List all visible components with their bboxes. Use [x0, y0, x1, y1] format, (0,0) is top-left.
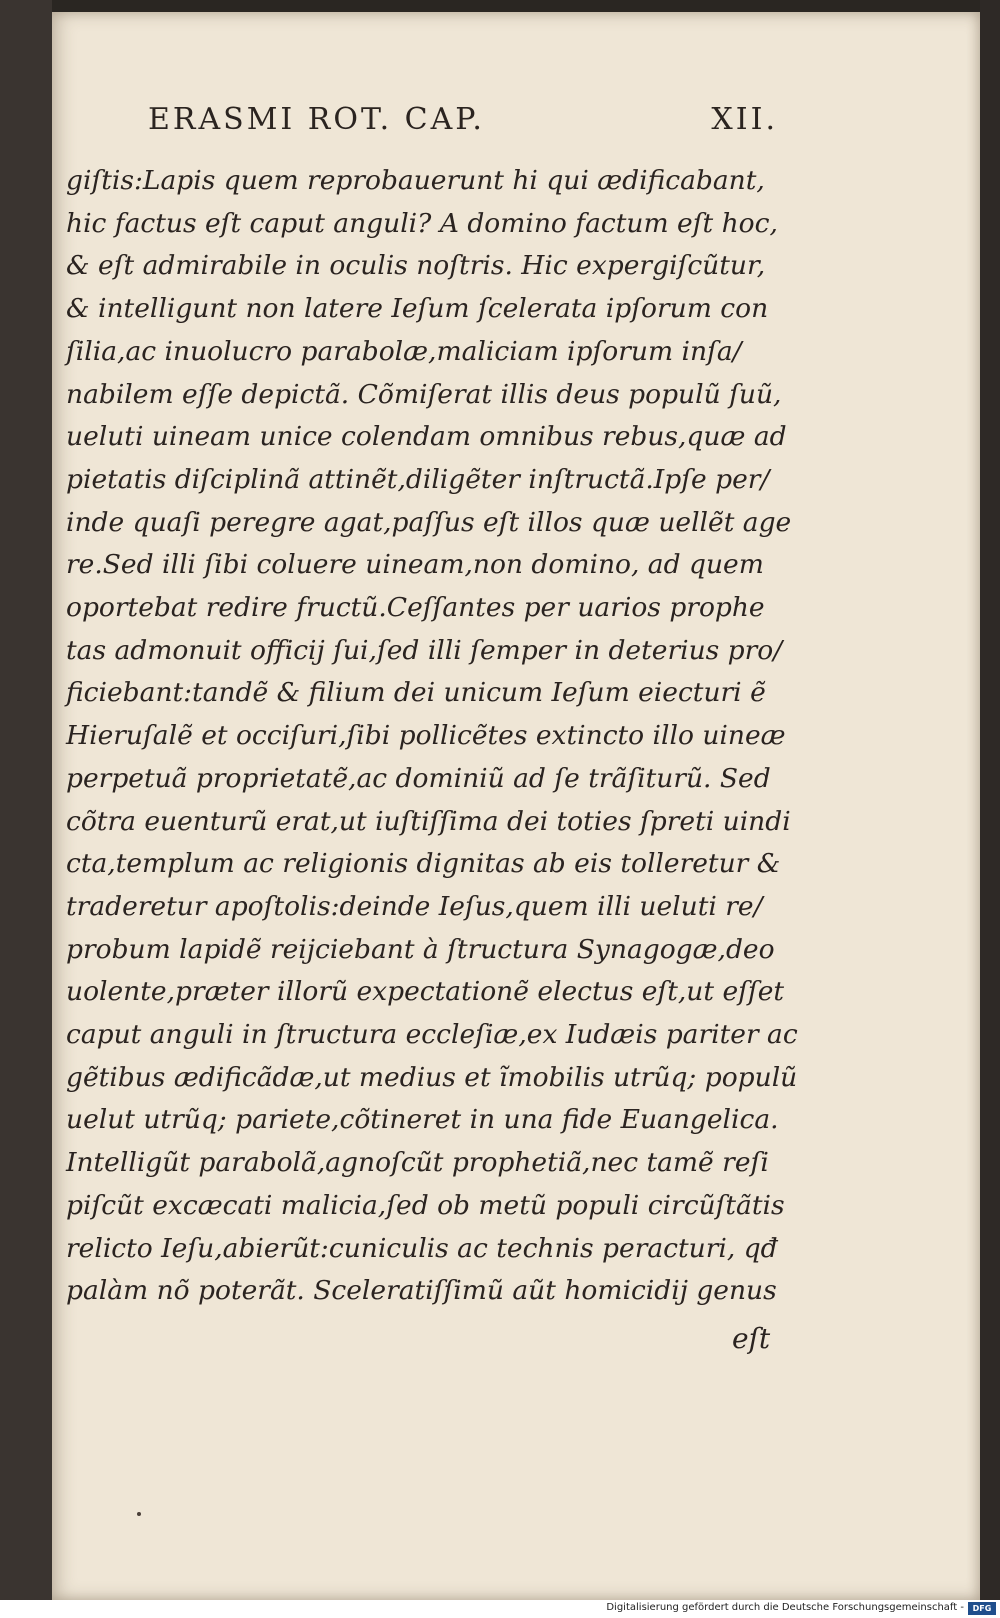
text-line: & intelligunt non latere Ieſum ſcelerata ipſorum con	[66, 293, 769, 325]
funding-notice: Digitalisierung gefördert durch die Deutsche Forschungsgemeinschaft -	[606, 1602, 964, 1613]
text-line: tas admonuit officij ſui,ſed illi ſemper in deterius pro/	[66, 634, 783, 666]
text-line: uolente,præter illorũ expectationẽ electus eſt,ut eſſet	[66, 976, 785, 1008]
text-line: oportebat redire fructũ.Ceſſantes per uarios prophe	[66, 592, 765, 624]
text-line: perpetuã proprietatẽ,ac dominiũ ad ſe trãſiturũ. Sed	[66, 762, 771, 794]
dfg-logo: DFG	[968, 1602, 996, 1615]
text-line: hic factus eſt caput anguli? A domino factum eſt hoc,	[66, 207, 778, 239]
text-line: uelut utrũq; pariete,cõtineret in una fide Euangelica.	[66, 1104, 779, 1136]
running-header-title: ERASMI ROT. CAP.	[148, 102, 485, 137]
book-page	[52, 12, 980, 1600]
text-line: giſtis:Lapis quem reprobauerunt hi qui ædificabant,	[66, 165, 765, 196]
text-line: ſilia,ac inuolucro parabolæ,maliciam ipſorum inſa/	[66, 335, 742, 367]
footer-bar	[0, 1600, 1000, 1618]
text-line: gẽtibus ædificãdæ,ut medius et ĩmobilis utrũq; populũ	[66, 1061, 798, 1093]
running-header	[148, 102, 778, 137]
running-header-chapter: XII.	[711, 102, 778, 137]
scan-edge-right	[980, 0, 1000, 1600]
text-line: re.Sed illi ſibi coluere uineam,non domino, ad quem	[66, 549, 764, 581]
ink-speck	[137, 1512, 141, 1516]
text-line: caput anguli in ſtructura eccleſiæ,ex Iudæis pariter ac	[66, 1019, 798, 1051]
text-line: piſcũt excæcati malicia,ſed ob metũ populi circũſtãtis	[66, 1189, 785, 1221]
text-line: palàm nõ poterãt. Sceleratiſſimũ aũt homicidij genus	[66, 1275, 777, 1307]
text-line: ficiebant:tandẽ & filium dei unicum Ieſum eiecturi ẽ	[66, 677, 766, 709]
text-line: Hieruſalẽ et occiſuri,ſibi pollicẽtes extincto illo uineæ	[66, 720, 786, 752]
catchword: eſt	[732, 1322, 771, 1355]
text-line: cta,templum ac religionis dignitas ab eis tolleretur &	[66, 848, 781, 880]
text-line: cõtra euenturũ erat,ut iuſtiſſima dei toties ſpreti uindi	[66, 805, 791, 837]
text-line: traderetur apoſtolis:deinde Ieſus,quem illi ueluti re/	[66, 890, 763, 922]
text-line: relicto Ieſu,abierũt:cuniculis ac technis peracturi, qđ	[66, 1232, 778, 1264]
text-line: & eſt admirabile in oculis noſtris. Hic expergiſcũtur,	[66, 250, 766, 282]
text-line: probum lapidẽ reijciebant à ſtructura Synagogæ,deo	[66, 933, 775, 965]
text-line: Intelligũt parabolã,agnoſcũt prophetiã,nec tamẽ reſi	[66, 1147, 769, 1179]
body-text	[66, 160, 798, 1313]
text-line: ueluti uineam unice colendam omnibus rebus,quæ ad	[66, 421, 787, 453]
scan-edge-left	[0, 0, 52, 1600]
text-line: nabilem eſſe depictã. Cõmiſerat illis deus populũ ſuũ,	[66, 378, 782, 410]
text-line: pietatis diſciplinã attinẽt,diligẽter inſtructã.Ipſe per/	[66, 463, 770, 495]
text-line: inde quaſi peregre agat,paſſus eſt illos quæ uellẽt age	[66, 506, 792, 538]
